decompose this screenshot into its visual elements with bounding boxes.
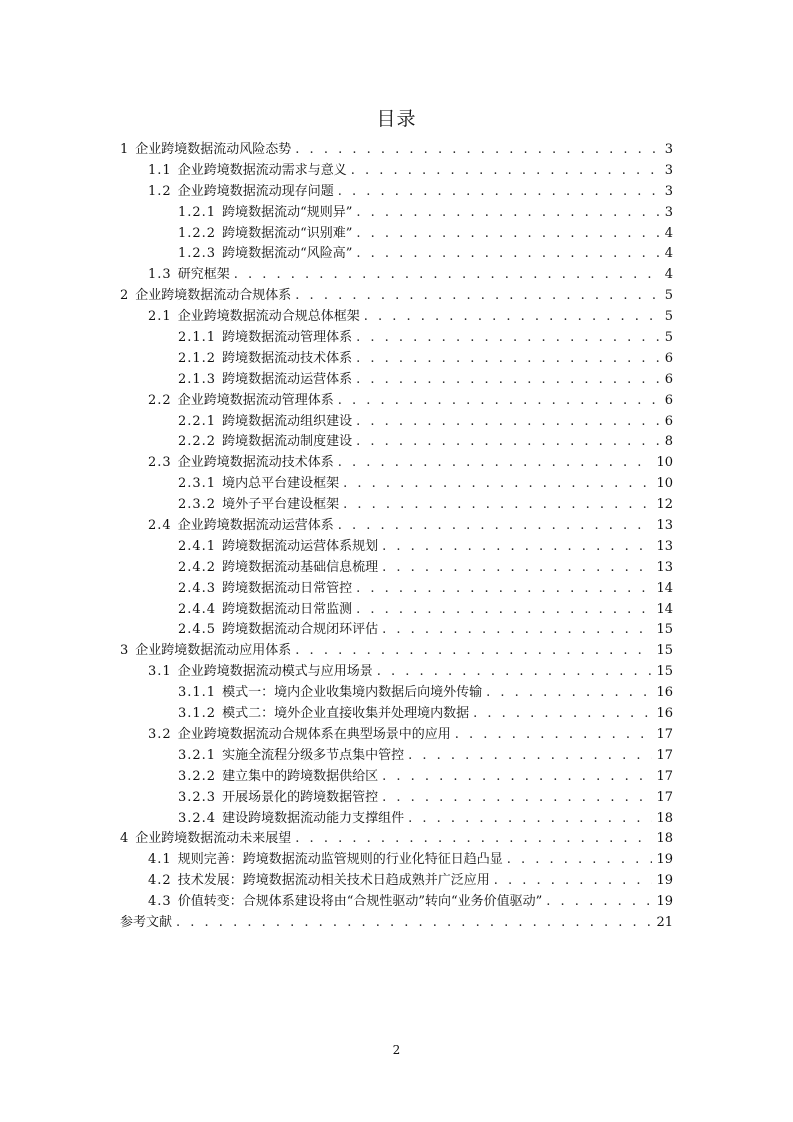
toc-entry[interactable] xyxy=(120,182,673,203)
toc-leader-dots xyxy=(356,224,659,245)
toc-entry[interactable] xyxy=(120,746,673,767)
toc-entry[interactable] xyxy=(120,871,673,892)
toc-entry-title: 境外子平台建设框架 xyxy=(222,497,340,513)
toc-entry-title: 跨境数据流动管理体系 xyxy=(222,330,353,346)
toc-entry-number: 1.2.2 xyxy=(178,225,217,241)
toc-leader-dots xyxy=(295,829,652,850)
toc-leader-dots xyxy=(343,495,652,516)
toc-leader-dots xyxy=(408,746,652,767)
toc-entry[interactable] xyxy=(120,161,673,182)
toc-entry[interactable] xyxy=(120,725,673,746)
toc-entry-title: 跨境数据流动基础信息梳理 xyxy=(222,559,379,575)
toc-leader-dots xyxy=(455,725,653,746)
toc-entry[interactable] xyxy=(120,641,673,662)
toc-leader-dots xyxy=(351,161,659,182)
toc-entry-title: 企业跨境数据流动合规总体框架 xyxy=(177,309,360,325)
toc-entry[interactable] xyxy=(120,600,673,621)
toc-entry-title: 实施全流程分级多节点集中管控 xyxy=(222,747,405,763)
toc-entry-page: 17 xyxy=(656,726,673,742)
toc-entry-number: 1.2.1 xyxy=(178,204,217,220)
toc-entry[interactable] xyxy=(120,892,673,913)
toc-entry-title: 价值转变：合规体系建设将由“合规性驱动”转向“业务价值驱动” xyxy=(177,894,543,910)
toc-entry-page: 19 xyxy=(656,852,673,868)
toc-entry-title: 研究框架 xyxy=(177,267,230,283)
toc-entry-number: 1 xyxy=(120,142,130,157)
toc-leader-dots xyxy=(338,453,653,474)
toc-entry-page: 12 xyxy=(656,497,673,513)
toc-entry-title: 企业跨境数据流动运营体系 xyxy=(177,518,334,534)
toc-entry-number: 2.1 xyxy=(148,309,172,325)
toc-leader-dots xyxy=(382,558,652,579)
toc-entry[interactable] xyxy=(120,453,673,474)
toc-entry-page: 5 xyxy=(664,330,673,346)
toc-entry[interactable] xyxy=(120,412,673,433)
page-title: 目录 xyxy=(376,108,417,130)
toc-entry-number: 4.3 xyxy=(148,894,172,910)
toc-entry-title: 跨境数据流动技术体系 xyxy=(222,350,353,366)
toc-entry-number: 2.2.1 xyxy=(178,413,217,429)
toc-entry-title: 参考文献 xyxy=(120,914,173,930)
toc-entry-title: 开展场景化的跨境数据管控 xyxy=(222,789,379,805)
toc-leader-dots xyxy=(356,370,659,391)
toc-entry-title: 企业跨境数据流动合规体系 xyxy=(135,288,292,304)
toc-leader-dots xyxy=(356,600,652,621)
toc-entry-number: 3.2.2 xyxy=(178,768,217,784)
toc-entry-page: 3 xyxy=(664,162,673,178)
toc-entry-title: 跨境数据流动运营体系规划 xyxy=(222,538,379,554)
toc-entry-title: 模式一：境内企业收集境内数据后向境外传输 xyxy=(222,685,483,701)
toc-leader-dots xyxy=(356,412,659,433)
toc-entry[interactable] xyxy=(120,516,673,537)
toc-entry-title: 跨境数据流动日常管控 xyxy=(222,580,353,596)
toc-leader-dots xyxy=(295,286,659,307)
toc-entry-title: 建设跨境数据流动能力支撑组件 xyxy=(222,810,405,826)
toc-entry-number: 3 xyxy=(120,643,130,659)
toc-entry-number: 2.3.1 xyxy=(178,476,217,492)
toc-leader-dots xyxy=(382,620,652,641)
toc-entry-title: 技术发展：跨境数据流动相关技术日趋成熟并广泛应用 xyxy=(177,873,490,889)
toc-entry-page: 8 xyxy=(664,434,673,450)
toc-entry-number: 3.1 xyxy=(148,664,172,680)
toc-leader-dots xyxy=(473,704,652,725)
toc-entry-title: 跨境数据流动“识别难” xyxy=(222,225,353,241)
toc-entry-title: 模式二：境外企业直接收集并处理境内数据 xyxy=(222,706,470,722)
toc-entry[interactable] xyxy=(120,829,673,850)
toc-entry[interactable] xyxy=(120,809,673,830)
toc-entry-page: 5 xyxy=(664,288,673,304)
toc-entry-page: 14 xyxy=(656,580,673,596)
toc-entry-page: 19 xyxy=(656,873,673,889)
toc-entry-title: 跨境数据流动运营体系 xyxy=(222,371,353,387)
toc-leader-dots xyxy=(356,579,652,600)
toc-leader-dots xyxy=(338,391,659,412)
toc-entry-title: 企业跨境数据流动应用体系 xyxy=(135,643,292,659)
page-number: 2 xyxy=(392,1043,401,1057)
toc-entry[interactable] xyxy=(120,391,673,412)
toc-entry-page: 21 xyxy=(656,914,673,930)
toc-entry[interactable] xyxy=(120,307,673,328)
toc-entry-page: 16 xyxy=(656,706,673,722)
toc-entry-title: 企业跨境数据流动现存问题 xyxy=(177,183,334,199)
toc-leader-dots xyxy=(486,683,652,704)
toc-entry-page: 10 xyxy=(656,455,673,471)
toc-entry-number: 2.1.2 xyxy=(178,350,217,366)
toc-entry[interactable] xyxy=(120,474,673,495)
toc-entry[interactable] xyxy=(120,432,673,453)
toc-entry[interactable] xyxy=(120,683,673,704)
toc-entry-number: 2.3.2 xyxy=(178,497,217,513)
toc-entry-title: 企业跨境数据流动风险态势 xyxy=(135,142,292,157)
toc-entry-title: 规则完善：跨境数据流动监管规则的行业化特征日趋凸显 xyxy=(177,852,503,868)
toc-entry-title: 企业跨境数据流动需求与意义 xyxy=(177,162,347,178)
toc-entry[interactable] xyxy=(120,328,673,349)
toc-leader-dots xyxy=(382,537,652,558)
toc-leader-dots xyxy=(295,140,659,161)
toc-entry[interactable] xyxy=(120,286,673,307)
toc-entry[interactable] xyxy=(120,850,673,871)
toc-entry-number: 2.4.3 xyxy=(178,580,217,596)
toc-entry-number: 4 xyxy=(120,831,130,847)
toc-entry-number: 2.4 xyxy=(148,518,172,534)
toc-entry[interactable] xyxy=(120,767,673,788)
toc-entry-title: 建立集中的跨境数据供给区 xyxy=(222,768,379,784)
toc-entry-number: 1.1 xyxy=(148,162,172,178)
toc-entry-title: 跨境数据流动合规闭环评估 xyxy=(222,622,379,638)
toc-entry[interactable] xyxy=(120,788,673,809)
toc-entry-number: 2.4.5 xyxy=(178,622,217,638)
toc-entry-page: 5 xyxy=(664,309,673,325)
toc-entry[interactable] xyxy=(120,704,673,725)
toc-entry[interactable] xyxy=(120,579,673,600)
toc-entry-page: 4 xyxy=(664,267,673,283)
toc-leader-dots xyxy=(234,265,659,286)
toc-leader-dots xyxy=(356,328,659,349)
toc-leader-dots xyxy=(356,432,659,453)
toc-entry[interactable] xyxy=(120,203,673,224)
toc-entry[interactable] xyxy=(120,537,673,558)
toc-entry-page: 13 xyxy=(656,518,673,534)
table-of-contents xyxy=(120,140,673,934)
toc-leader-dots xyxy=(382,788,652,809)
toc-entry-title: 境内总平台建设框架 xyxy=(222,476,340,492)
toc-entry[interactable] xyxy=(120,913,673,934)
toc-leader-dots xyxy=(507,850,653,871)
toc-entry-number: 3.1.1 xyxy=(178,685,217,701)
toc-entry-page: 6 xyxy=(664,392,673,408)
toc-entry-number: 4.2 xyxy=(148,873,172,889)
toc-leader-dots xyxy=(356,349,659,370)
toc-entry-page: 10 xyxy=(656,476,673,492)
toc-entry-page: 3 xyxy=(664,204,673,220)
toc-entry-number: 2.4.1 xyxy=(178,538,217,554)
toc-entry-page: 4 xyxy=(664,225,673,241)
toc-entry-page: 17 xyxy=(656,747,673,763)
toc-entry-number: 1.2.3 xyxy=(178,246,217,262)
toc-leader-dots xyxy=(176,913,652,934)
toc-entry-page: 19 xyxy=(656,894,673,910)
toc-leader-dots xyxy=(356,203,659,224)
toc-entry[interactable] xyxy=(120,558,673,579)
toc-entry-number: 3.2.1 xyxy=(178,747,217,763)
toc-entry[interactable] xyxy=(120,349,673,370)
toc-entry-title: 跨境数据流动“风险高” xyxy=(222,246,353,262)
toc-entry-number: 2.1.1 xyxy=(178,330,217,346)
toc-entry[interactable] xyxy=(120,265,673,286)
toc-entry-page: 17 xyxy=(656,789,673,805)
toc-leader-dots xyxy=(343,474,652,495)
toc-leader-dots xyxy=(338,516,653,537)
toc-entry-number: 1.2 xyxy=(148,183,172,199)
toc-entry[interactable] xyxy=(120,370,673,391)
toc-entry-number: 1.3 xyxy=(148,267,172,283)
toc-entry-page: 18 xyxy=(656,810,673,826)
toc-entry-page: 4 xyxy=(664,246,673,262)
toc-entry-page: 13 xyxy=(656,538,673,554)
toc-entry[interactable] xyxy=(120,244,673,265)
toc-entry[interactable] xyxy=(120,495,673,516)
toc-entry-number: 2 xyxy=(120,288,130,304)
toc-entry[interactable] xyxy=(120,662,673,683)
toc-entry-page: 6 xyxy=(664,350,673,366)
toc-entry-page: 15 xyxy=(656,664,673,680)
toc-entry[interactable] xyxy=(120,140,673,161)
toc-entry-title: 企业跨境数据流动模式与应用场景 xyxy=(177,664,373,680)
toc-entry[interactable] xyxy=(120,620,673,641)
toc-entry-page: 15 xyxy=(656,643,673,659)
toc-leader-dots xyxy=(364,307,659,328)
toc-entry-number: 2.3 xyxy=(148,455,172,471)
toc-leader-dots xyxy=(408,809,652,830)
toc-entry-page: 16 xyxy=(656,685,673,701)
toc-leader-dots xyxy=(356,244,659,265)
toc-leader-dots xyxy=(377,662,653,683)
toc-entry-page: 15 xyxy=(656,622,673,638)
toc-entry-title: 企业跨境数据流动管理体系 xyxy=(177,392,334,408)
toc-leader-dots xyxy=(338,182,659,203)
toc-entry-page: 14 xyxy=(656,601,673,617)
toc-entry-number: 3.2.3 xyxy=(178,789,217,805)
toc-entry-page: 17 xyxy=(656,768,673,784)
toc-leader-dots xyxy=(546,892,652,913)
toc-entry-number: 4.1 xyxy=(148,852,172,868)
toc-entry-title: 企业跨境数据流动未来展望 xyxy=(135,831,292,847)
toc-entry-number: 2.2.2 xyxy=(178,434,217,450)
toc-entry-number: 3.1.2 xyxy=(178,706,217,722)
toc-entry-title: 跨境数据流动组织建设 xyxy=(222,413,353,429)
toc-leader-dots xyxy=(382,767,652,788)
toc-entry-title: 跨境数据流动“规则异” xyxy=(222,204,353,220)
toc-entry-page: 18 xyxy=(656,831,673,847)
toc-leader-dots xyxy=(494,871,653,892)
toc-entry-page: 3 xyxy=(664,142,673,157)
toc-leader-dots xyxy=(295,641,652,662)
toc-entry-number: 3.2.4 xyxy=(178,810,217,826)
toc-entry-title: 跨境数据流动日常监测 xyxy=(222,601,353,617)
toc-entry-number: 2.1.3 xyxy=(178,371,217,387)
toc-entry-number: 2.4.2 xyxy=(178,559,217,575)
toc-entry-number: 2.2 xyxy=(148,392,172,408)
toc-entry-page: 3 xyxy=(664,183,673,199)
toc-entry-number: 3.2 xyxy=(148,726,172,742)
toc-entry[interactable] xyxy=(120,224,673,245)
toc-entry-page: 13 xyxy=(656,559,673,575)
toc-entry-page: 6 xyxy=(664,371,673,387)
toc-entry-title: 跨境数据流动制度建设 xyxy=(222,434,353,450)
toc-entry-page: 6 xyxy=(664,413,673,429)
toc-entry-title: 企业跨境数据流动技术体系 xyxy=(177,455,334,471)
toc-entry-number: 2.4.4 xyxy=(178,601,217,617)
toc-entry-title: 企业跨境数据流动合规体系在典型场景中的应用 xyxy=(177,726,451,742)
